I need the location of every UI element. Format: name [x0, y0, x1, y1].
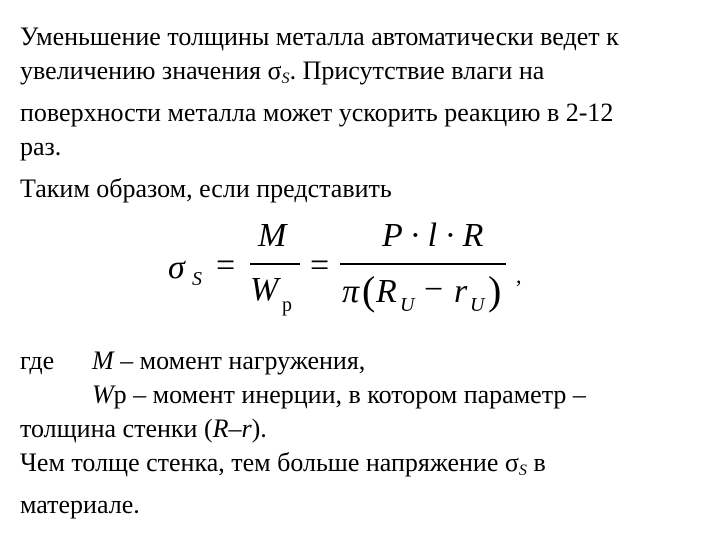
thickness-end: ).	[251, 414, 267, 443]
stress-formula	[168, 215, 548, 325]
formula-eq-2: =	[310, 247, 330, 284]
where-label: где	[20, 346, 55, 375]
m-description: – момент нагружения,	[113, 346, 366, 375]
definition-thickness	[20, 412, 700, 446]
w-symbol: W	[92, 380, 114, 409]
formula-R: R	[376, 273, 397, 310]
formula-pi: π	[342, 273, 360, 310]
thickness-r: r	[241, 414, 252, 443]
formula-den-1-sub: p	[282, 294, 292, 316]
formula-eq-1: =	[216, 247, 236, 284]
thickness-text: толщина стенки (	[20, 414, 213, 443]
formula-paren-open: (	[362, 268, 376, 313]
fraction-bar-1	[250, 263, 300, 265]
intro-line-4: раз.	[20, 132, 62, 162]
definition-w	[20, 378, 700, 412]
formula-sigma-sub: S	[192, 268, 202, 290]
intro-line-2	[20, 56, 545, 88]
conclusion-tail: в	[526, 448, 546, 477]
formula-paren-close: )	[488, 268, 502, 313]
thickness-dash: –	[228, 414, 242, 443]
definition-m	[20, 344, 700, 378]
thickness-R: R	[212, 414, 229, 443]
intro-line-1: Уменьшение толщины металла автоматически ведет к	[20, 22, 619, 51]
formula-num-1: M	[258, 217, 287, 254]
conclusion-sigma-sub: S	[518, 462, 527, 480]
formula-sigma: σ	[168, 249, 185, 286]
intro-line-3: поверхности металла может ускорить реакцию в 2-12	[20, 98, 614, 128]
conclusion-text: Чем толще стенка, тем больше напряжение σ	[20, 448, 519, 477]
m-symbol: M	[92, 346, 114, 375]
conclusion-line-1	[20, 446, 700, 488]
formula-den-1: W	[250, 271, 279, 308]
intro-paragraph	[20, 20, 700, 164]
formula-num-2: P · l · R	[382, 217, 484, 254]
lead-sentence: Таким образом, если представить	[20, 174, 392, 203]
w-description: р – момент инерции, в котором параметр –	[113, 380, 586, 409]
formula-r-sub: U	[470, 294, 485, 316]
definitions-block	[20, 344, 700, 522]
intro-line-2-tail: . Присутствие влаги на	[289, 56, 545, 85]
formula-minus: −	[424, 271, 444, 308]
intro-line-2-text: увеличению значения σ	[20, 56, 282, 85]
fraction-bar-2	[340, 263, 506, 265]
formula-r: r	[454, 273, 468, 310]
sigma-subscript: S	[281, 70, 290, 88]
formula-comma: ,	[516, 263, 522, 288]
formula-R-sub: U	[400, 294, 415, 316]
conclusion-line-2: материале.	[20, 490, 140, 520]
